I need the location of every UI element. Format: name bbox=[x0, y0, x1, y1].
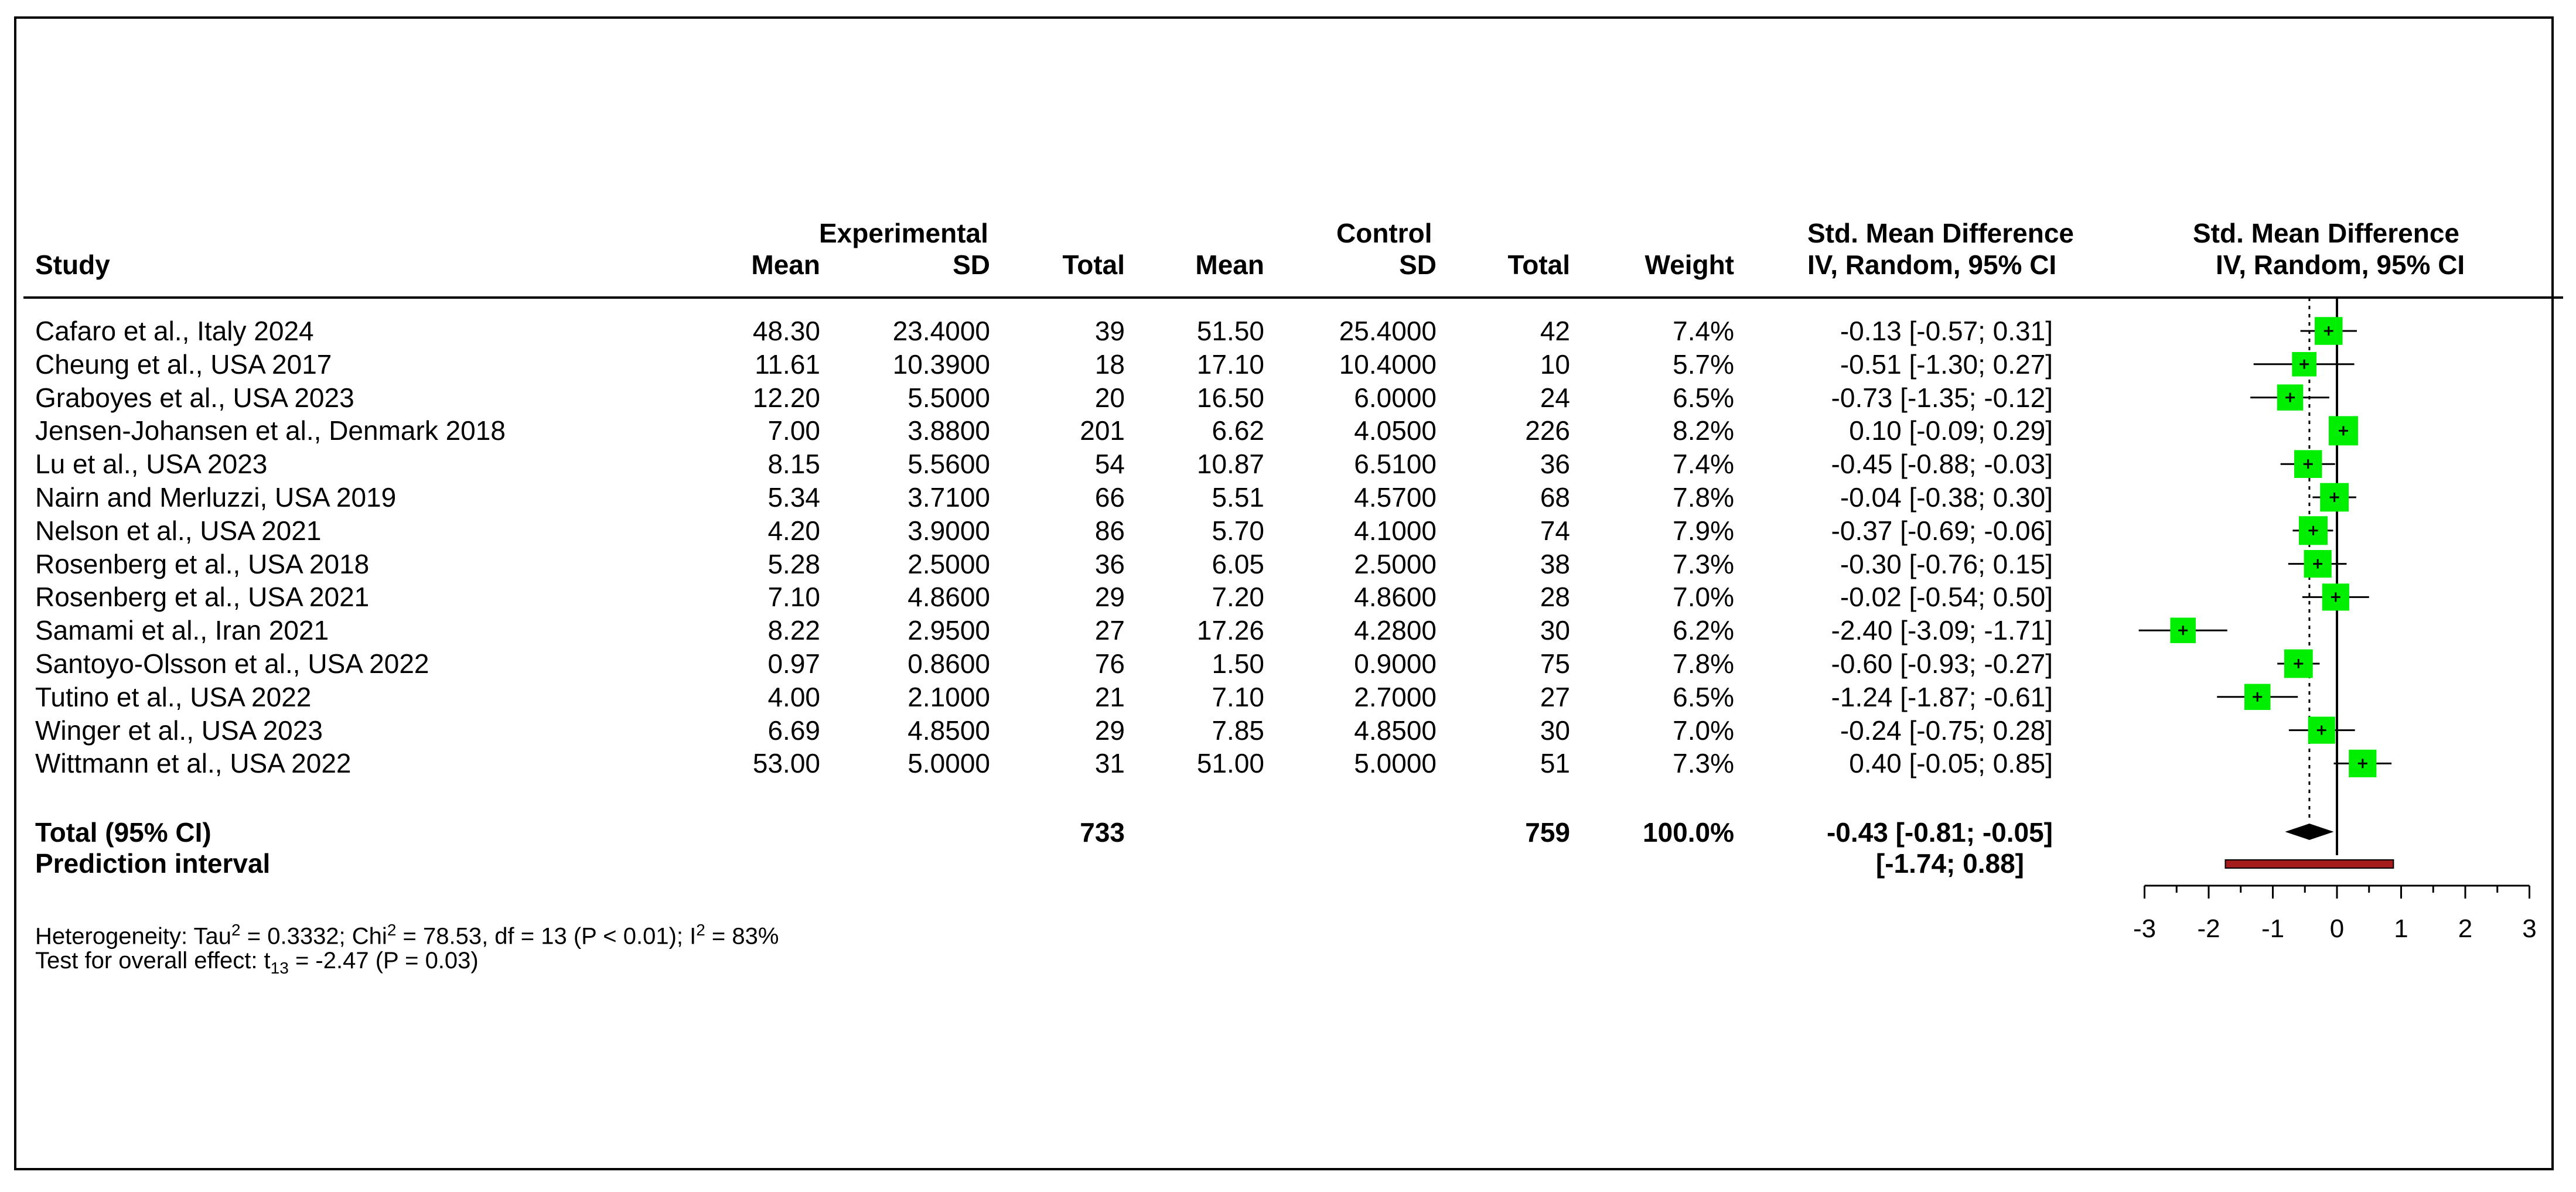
row-e-mean: 7.00 bbox=[767, 415, 820, 446]
row-c-mean: 7.10 bbox=[1212, 681, 1264, 712]
row-study: Santoyo-Olsson et al., USA 2022 bbox=[35, 648, 429, 679]
row-c-mean: 16.50 bbox=[1196, 382, 1264, 413]
row-weight: 8.2% bbox=[1673, 415, 1734, 446]
prediction-interval-bar bbox=[2225, 860, 2393, 868]
row-c-sd: 2.5000 bbox=[1354, 548, 1437, 579]
row-e-total: 86 bbox=[1094, 515, 1125, 546]
row-study: Rosenberg et al., USA 2018 bbox=[35, 548, 370, 579]
x-tick-label: -1 bbox=[2261, 914, 2285, 943]
row-study: Jensen-Johansen et al., Denmark 2018 bbox=[35, 415, 506, 446]
row-e-total: 18 bbox=[1094, 349, 1125, 380]
row-study: Nairn and Merluzzi, USA 2019 bbox=[35, 482, 397, 513]
total-ci-text: -0.43 [-0.81; -0.05] bbox=[1826, 817, 2053, 848]
row-c-total: 42 bbox=[1540, 316, 1570, 346]
row-c-mean: 10.87 bbox=[1196, 449, 1264, 480]
total-c-total: 759 bbox=[1525, 817, 1570, 848]
x-tick-label: -2 bbox=[2197, 914, 2220, 943]
row-e-total: 31 bbox=[1094, 748, 1125, 779]
row-c-sd: 5.0000 bbox=[1354, 748, 1437, 779]
row-ci-text: -1.24 [-1.87; -0.61] bbox=[1831, 681, 2053, 712]
prediction-ci-text: [-1.74; 0.88] bbox=[1875, 848, 2024, 879]
row-study: Nelson et al., USA 2021 bbox=[35, 515, 322, 546]
row-e-total: 29 bbox=[1094, 715, 1125, 746]
row-ci-text: -0.30 [-0.76; 0.15] bbox=[1840, 548, 2053, 579]
row-c-sd: 4.5700 bbox=[1354, 482, 1437, 513]
row-ci-text: 0.40 [-0.05; 0.85] bbox=[1849, 748, 2053, 779]
header-c-total: Total bbox=[1507, 250, 1570, 280]
row-c-sd: 25.4000 bbox=[1339, 316, 1437, 346]
row-study: Graboyes et al., USA 2023 bbox=[35, 382, 354, 413]
x-tick-label: 0 bbox=[2329, 914, 2345, 943]
row-weight: 7.3% bbox=[1673, 548, 1734, 579]
row-c-total: 10 bbox=[1540, 349, 1570, 380]
row-c-sd: 4.8600 bbox=[1354, 582, 1437, 613]
row-study: Tutino et al., USA 2022 bbox=[35, 681, 312, 712]
row-e-mean: 4.20 bbox=[767, 515, 820, 546]
overall-effect-note: Test for overall effect: $t_{13} = -2.47$ (P = 0.03) bbox=[35, 948, 479, 977]
row-study: Cafaro et al., Italy 2024 bbox=[35, 316, 314, 346]
total-e-total: 733 bbox=[1080, 817, 1125, 848]
row-weight: 7.0% bbox=[1673, 715, 1734, 746]
row-c-total: 74 bbox=[1540, 515, 1570, 546]
header-smd-text-1: Std. Mean Difference bbox=[1807, 218, 2074, 248]
row-e-mean: 48.30 bbox=[752, 316, 820, 346]
row-e-mean: 5.28 bbox=[767, 548, 820, 579]
row-ci-text: -0.45 [-0.88; -0.03] bbox=[1831, 449, 2053, 480]
header-experimental: Experimental bbox=[819, 218, 988, 248]
row-c-mean: 1.50 bbox=[1212, 648, 1264, 679]
header-c-sd: SD bbox=[1399, 250, 1437, 280]
row-e-mean: 8.15 bbox=[767, 449, 820, 480]
row-c-total: 24 bbox=[1540, 382, 1570, 413]
row-c-mean: 17.10 bbox=[1196, 349, 1264, 380]
row-study: Rosenberg et al., USA 2021 bbox=[35, 582, 370, 613]
row-e-sd: 23.4000 bbox=[892, 316, 990, 346]
row-ci-text: -0.73 [-1.35; -0.12] bbox=[1831, 382, 2053, 413]
row-e-mean: 4.00 bbox=[767, 681, 820, 712]
x-tick-label: 1 bbox=[2394, 914, 2408, 943]
row-c-sd: 10.4000 bbox=[1339, 349, 1437, 380]
row-e-total: 76 bbox=[1094, 648, 1125, 679]
row-weight: 5.7% bbox=[1673, 349, 1734, 380]
row-c-mean: 6.62 bbox=[1212, 415, 1264, 446]
row-c-mean: 6.05 bbox=[1212, 548, 1264, 579]
row-e-sd: 5.5600 bbox=[907, 449, 990, 480]
row-c-total: 36 bbox=[1540, 449, 1570, 480]
row-e-sd: 5.0000 bbox=[907, 748, 990, 779]
row-weight: 7.4% bbox=[1673, 316, 1734, 346]
x-tick-label: -3 bbox=[2133, 914, 2157, 943]
row-c-sd: 0.9000 bbox=[1354, 648, 1437, 679]
header-e-sd: SD bbox=[953, 250, 990, 280]
row-e-total: 201 bbox=[1080, 415, 1125, 446]
row-c-total: 51 bbox=[1540, 748, 1570, 779]
row-study: Winger et al., USA 2023 bbox=[35, 715, 323, 746]
row-ci-text: -0.04 [-0.38; 0.30] bbox=[1840, 482, 2053, 513]
row-c-sd: 4.8500 bbox=[1354, 715, 1437, 746]
header-smd-plot-2: IV, Random, 95% CI bbox=[2216, 250, 2465, 280]
row-weight: 7.3% bbox=[1673, 748, 1734, 779]
row-weight: 7.8% bbox=[1673, 482, 1734, 513]
row-c-mean: 51.00 bbox=[1196, 748, 1264, 779]
row-e-mean: 8.22 bbox=[767, 615, 820, 646]
row-e-total: 54 bbox=[1094, 449, 1125, 480]
row-weight: 6.5% bbox=[1673, 382, 1734, 413]
prediction-label: Prediction interval bbox=[35, 848, 271, 879]
row-study: Samami et al., Iran 2021 bbox=[35, 615, 329, 646]
row-e-mean: 53.00 bbox=[752, 748, 820, 779]
row-e-sd: 4.8600 bbox=[907, 582, 990, 613]
total-label: Total (95% CI) bbox=[35, 817, 211, 848]
row-c-total: 27 bbox=[1540, 681, 1570, 712]
row-e-sd: 3.8800 bbox=[907, 415, 990, 446]
x-tick-label: 3 bbox=[2522, 914, 2537, 943]
row-c-mean: 5.70 bbox=[1212, 515, 1264, 546]
row-e-sd: 3.9000 bbox=[907, 515, 990, 546]
row-e-total: 20 bbox=[1094, 382, 1125, 413]
row-weight: 7.4% bbox=[1673, 449, 1734, 480]
row-ci-text: -0.02 [-0.54; 0.50] bbox=[1840, 582, 2053, 613]
row-c-total: 30 bbox=[1540, 615, 1570, 646]
row-e-mean: 6.69 bbox=[767, 715, 820, 746]
row-c-total: 30 bbox=[1540, 715, 1570, 746]
row-e-total: 27 bbox=[1094, 615, 1125, 646]
row-ci-text: -0.24 [-0.75; 0.28] bbox=[1840, 715, 2053, 746]
row-e-total: 21 bbox=[1094, 681, 1125, 712]
header-c-mean: Mean bbox=[1195, 250, 1264, 280]
header-e-mean: Mean bbox=[751, 250, 820, 280]
row-e-total: 39 bbox=[1094, 316, 1125, 346]
row-c-mean: 7.20 bbox=[1212, 582, 1264, 613]
row-c-sd: 4.0500 bbox=[1354, 415, 1437, 446]
row-e-total: 66 bbox=[1094, 482, 1125, 513]
row-e-mean: 0.97 bbox=[767, 648, 820, 679]
row-e-total: 29 bbox=[1094, 582, 1125, 613]
row-c-mean: 51.50 bbox=[1196, 316, 1264, 346]
row-study: Cheung et al., USA 2017 bbox=[35, 349, 332, 380]
row-ci-text: -0.51 [-1.30; 0.27] bbox=[1840, 349, 2053, 380]
total-weight: 100.0% bbox=[1642, 817, 1734, 848]
row-e-mean: 7.10 bbox=[767, 582, 820, 613]
row-ci-text: -0.13 [-0.57; 0.31] bbox=[1840, 316, 2053, 346]
header-control: Control bbox=[1336, 218, 1432, 248]
row-ci-text: -2.40 [-3.09; -1.71] bbox=[1831, 615, 2053, 646]
row-weight: 7.8% bbox=[1673, 648, 1734, 679]
header-e-total: Total bbox=[1062, 250, 1125, 280]
row-e-sd: 2.9500 bbox=[907, 615, 990, 646]
row-e-total: 36 bbox=[1094, 548, 1125, 579]
header-smd-text-2: IV, Random, 95% CI bbox=[1807, 250, 2057, 280]
row-c-total: 75 bbox=[1540, 648, 1570, 679]
header-study: Study bbox=[35, 250, 110, 280]
row-e-sd: 5.5000 bbox=[907, 382, 990, 413]
row-e-mean: 11.61 bbox=[755, 349, 820, 380]
row-c-mean: 7.85 bbox=[1212, 715, 1264, 746]
row-e-sd: 3.7100 bbox=[907, 482, 990, 513]
header-smd-plot-1: Std. Mean Difference bbox=[2193, 218, 2459, 248]
row-e-sd: 2.5000 bbox=[907, 548, 990, 579]
row-c-total: 68 bbox=[1540, 482, 1570, 513]
row-e-sd: 2.1000 bbox=[907, 681, 990, 712]
row-c-total: 28 bbox=[1540, 582, 1570, 613]
row-e-sd: 10.3900 bbox=[892, 349, 990, 380]
row-ci-text: 0.10 [-0.09; 0.29] bbox=[1849, 415, 2053, 446]
row-weight: 7.0% bbox=[1673, 582, 1734, 613]
row-c-total: 38 bbox=[1540, 548, 1570, 579]
row-ci-text: -0.37 [-0.69; -0.06] bbox=[1831, 515, 2053, 546]
row-weight: 6.5% bbox=[1673, 681, 1734, 712]
header-weight: Weight bbox=[1644, 250, 1734, 280]
pooled-diamond bbox=[2285, 824, 2333, 840]
row-study: Lu et al., USA 2023 bbox=[35, 449, 268, 480]
row-c-sd: 6.0000 bbox=[1354, 382, 1437, 413]
row-e-sd: 0.8600 bbox=[907, 648, 990, 679]
row-e-mean: 5.34 bbox=[767, 482, 820, 513]
row-c-mean: 5.51 bbox=[1212, 482, 1264, 513]
row-ci-text: -0.60 [-0.93; -0.27] bbox=[1831, 648, 2053, 679]
row-c-sd: 4.2800 bbox=[1354, 615, 1437, 646]
row-e-sd: 4.8500 bbox=[907, 715, 990, 746]
row-study: Wittmann et al., USA 2022 bbox=[35, 748, 352, 779]
row-c-total: 226 bbox=[1525, 415, 1570, 446]
heterogeneity-note: Heterogeneity: Tau$^2$ = 0.3332; Chi$^2$ = 78.53, df = 13 (P < 0.01); $I^2 = 83\%$ bbox=[35, 921, 779, 949]
row-c-sd: 4.1000 bbox=[1354, 515, 1437, 546]
row-c-sd: 6.5100 bbox=[1354, 449, 1437, 480]
row-c-sd: 2.7000 bbox=[1354, 681, 1437, 712]
row-weight: 7.9% bbox=[1673, 515, 1734, 546]
row-c-mean: 17.26 bbox=[1196, 615, 1264, 646]
row-weight: 6.2% bbox=[1673, 615, 1734, 646]
x-tick-label: 2 bbox=[2458, 914, 2473, 943]
row-e-mean: 12.20 bbox=[752, 382, 820, 413]
